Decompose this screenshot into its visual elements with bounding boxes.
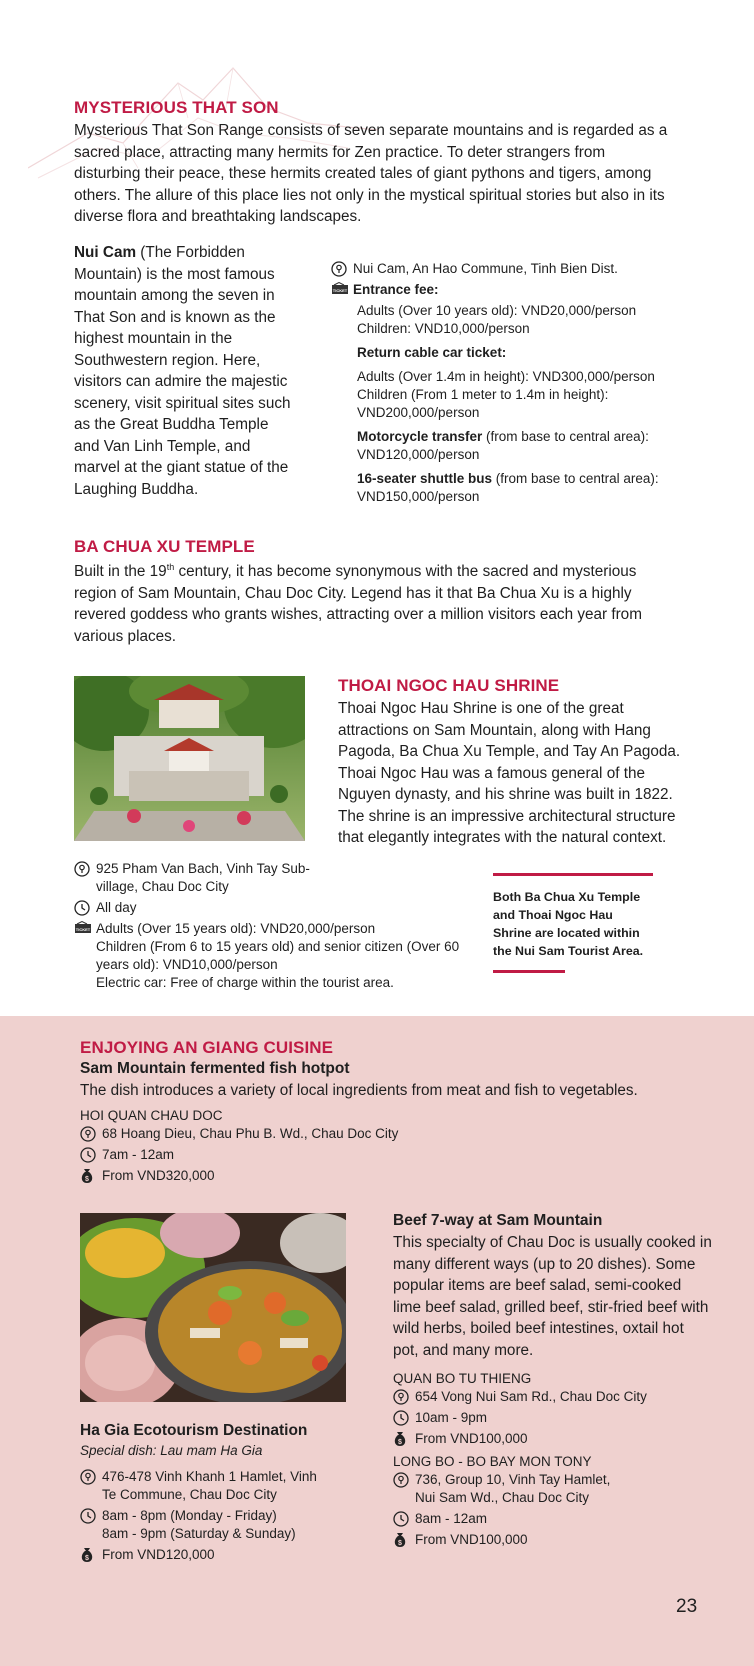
place1-name: QUAN BO TU THIENG (393, 1371, 532, 1386)
fee-adults: Adults (Over 15 years old): VND20,000/person (96, 921, 376, 936)
address-row (80, 1468, 350, 1504)
hours-row (80, 1146, 730, 1164)
section-title: MYSTERIOUS THAT SON (74, 98, 279, 117)
nui-cam-text: (The Forbidden Mountain) is the most famous mountain among the seven in That Son and is known as the highest mountain in the Southwestern region. Here, visitors can admire the majestic scenery, visit spiritual sites such as the Great Buddha Temple and Van Linh Temple, and marvel at the giant statue of the Laughing Buddha. (74, 244, 291, 498)
body-pre: Built in the 19 (74, 563, 167, 581)
hours-text: 7am - 12am (102, 1146, 175, 1162)
hours-text: 10am - 9pm (415, 1410, 488, 1425)
svg-text:$: $ (398, 1439, 402, 1446)
page-number: 23 (676, 1596, 698, 1617)
hours-text: 8am - 12am (415, 1511, 488, 1526)
address-text: 925 Pham Van Bach, Vinh Tay Sub-village, Chau Doc City (96, 861, 310, 894)
svg-text:$: $ (85, 1175, 89, 1183)
location-pin-icon (331, 261, 353, 277)
clock-icon (393, 1511, 415, 1527)
hours-weekday: 8am - 8pm (Monday - Friday) (102, 1508, 277, 1523)
entrance-children: Children: VND10,000/person (357, 321, 530, 336)
place2-name: LONG BO - BO BAY MON TONY (393, 1454, 592, 1469)
address-row (80, 1125, 730, 1143)
price-text: From VND100,000 (415, 1431, 528, 1446)
place1-info (393, 1388, 713, 1448)
beef-7-way-section (393, 1210, 713, 1552)
section-title: BA CHUA XU TEMPLE (74, 537, 255, 556)
place2-info (393, 1471, 713, 1549)
moto-desc: (from base to central area): VND120,000/person (357, 429, 649, 462)
price-row (80, 1167, 730, 1185)
mysterious-that-son-section (74, 98, 674, 228)
cable-car-details (357, 368, 701, 422)
thoai-ngoc-hau-info (74, 860, 474, 995)
hours-row (74, 899, 474, 917)
location-pin-icon (393, 1472, 415, 1488)
note-bottom-line (493, 970, 565, 973)
address-text: 736, Group 10, Vinh Tay Hamlet, Nui Sam Wd., Chau Doc City (415, 1472, 611, 1505)
clock-icon (80, 1508, 102, 1524)
price-row (393, 1531, 713, 1549)
hotpot-description: The dish introduces a variety of local ingredients from meat and fish to vegetables. (80, 1082, 638, 1099)
hours-row (80, 1507, 350, 1543)
hotpot-place-name: HOI QUAN CHAU DOC (80, 1107, 223, 1123)
clock-icon (393, 1410, 415, 1426)
nui-cam-info (331, 260, 701, 510)
moto-label: Motorcycle transfer (357, 429, 483, 444)
location-pin-icon (80, 1126, 102, 1142)
tourist-area-note (493, 873, 653, 973)
hotpot-info (80, 1125, 730, 1185)
beef-description: This specialty of Chau Doc is usually cooked in many different ways (up to 20 dishes). Some popular items are beef salad, semi-cooked lime beef salad, grilled beef, stir-fried beef with wild herbs, boiled beef intestines, oxtail hot pot, and many more. (393, 1234, 712, 1359)
ha-gia-special-dish: Special dish: Lau mam Ha Gia (80, 1443, 263, 1458)
fee-details (96, 920, 474, 992)
address-text: 68 Hoang Dieu, Chau Phu B. Wd., Chau Doc City (102, 1125, 399, 1141)
entrance-adults: Adults (Over 10 years old): VND20,000/person (357, 303, 637, 318)
motorcycle-transfer (357, 428, 701, 464)
entrance-fee-label: Entrance fee: (353, 282, 439, 297)
cable-car-label: Return cable car ticket: (357, 345, 507, 360)
cable-children: Children (From 1 meter to 1.4m in height): VND200,000/person (357, 387, 609, 420)
hours-row (393, 1510, 713, 1528)
location-pin-icon (393, 1389, 415, 1405)
nui-cam-name: Nui Cam (74, 244, 137, 261)
thoai-ngoc-hau-section (338, 676, 698, 849)
svg-text:$: $ (85, 1555, 89, 1562)
body-post: century, it has become synonymous with the sacred and mysterious region of Sam Mountain, Chau Doc City. Legend has it that Ba Chua Xu is a highly revered goddess who grants wishes, attracting over a million visitors each year from various places. (74, 563, 642, 645)
section-title: THOAI NGOC HAU SHRINE (338, 676, 560, 695)
address-row (393, 1388, 713, 1406)
ticket-icon-text: TICKET (75, 927, 91, 932)
ha-gia-title: Ha Gia Ecotourism Destination (80, 1422, 308, 1439)
thoai-ngoc-hau-shrine-photo (74, 676, 305, 841)
fermented-fish-hotpot-photo (80, 1213, 346, 1402)
section-body: Mysterious That Son Range consists of seven separate mountains and is regarded as a sacred place, attracting many hermits for Zen practice. To deter strangers from disturbing their peace, these hermits created tales of giant pythons and tigers, among others. The allure of this place lies not only in the mystical spiritual stories but also in its diverse flora and breathtaking landscapes. (74, 122, 668, 225)
address-row (331, 260, 701, 278)
money-bag-icon (393, 1532, 415, 1548)
fee-row (74, 920, 474, 992)
ba-chua-xu-section (74, 537, 674, 647)
address-text: Nui Cam, An Hao Commune, Tinh Bien Dist. (353, 261, 618, 276)
price-row (80, 1546, 350, 1564)
address-row (74, 860, 474, 896)
location-pin-icon (74, 861, 96, 877)
ha-gia-info (80, 1468, 350, 1564)
entrance-fee-details (357, 302, 701, 338)
bus-label: 16-seater shuttle bus (357, 471, 493, 486)
nui-cam-description (74, 242, 294, 500)
money-bag-icon (393, 1431, 415, 1447)
address-text: 476-478 Vinh Khanh 1 Hamlet, Vinh Te Commune, Chau Doc City (102, 1469, 317, 1502)
cuisine-section (80, 1038, 730, 1188)
hours-weekend: 8am - 9pm (Saturday & Sunday) (102, 1526, 296, 1541)
body-sup: th (166, 562, 175, 572)
price-text: From VND320,000 (102, 1167, 215, 1183)
bus-desc: (from base to central area): VND150,000/person (357, 471, 659, 504)
section-title: ENJOYING AN GIANG CUISINE (80, 1038, 334, 1057)
electric-car: Electric car: Free of charge within the tourist area. (96, 975, 394, 990)
fee-children: Children (From 6 to 15 years old) and senior citizen (Over 60 years old): VND10,000/person (96, 939, 460, 972)
price-text: From VND100,000 (415, 1532, 528, 1547)
ticket-icon (331, 282, 353, 296)
entrance-fee-row (331, 281, 701, 299)
hours-text (102, 1507, 350, 1543)
address-row (393, 1471, 713, 1507)
ticket-icon (74, 921, 96, 935)
hours-text: All day (96, 900, 137, 915)
address-text: 654 Vong Nui Sam Rd., Chau Doc City (415, 1389, 647, 1404)
hotpot-title: Sam Mountain fermented fish hotpot (80, 1060, 350, 1077)
price-text: From VND120,000 (102, 1547, 215, 1562)
money-bag-icon (80, 1168, 102, 1184)
clock-icon (74, 900, 96, 916)
shuttle-bus (357, 470, 701, 506)
section-body (74, 557, 674, 647)
hours-row (393, 1409, 713, 1427)
note-text: Both Ba Chua Xu Temple and Thoai Ngoc Hau Shrine are located within the Nui Sam Tourist Area. (493, 890, 644, 958)
clock-icon (80, 1147, 102, 1163)
ticket-icon-text: TICKET (332, 288, 348, 293)
money-bag-icon (80, 1547, 102, 1563)
beef-title: Beef 7-way at Sam Mountain (393, 1212, 603, 1229)
cable-adults: Adults (Over 1.4m in height): VND300,000/person (357, 369, 655, 384)
svg-text:$: $ (398, 1540, 402, 1547)
ha-gia-section (80, 1420, 350, 1567)
price-row (393, 1430, 713, 1448)
section-body: Thoai Ngoc Hau Shrine is one of the great attractions on Sam Mountain, along with Hang Pagoda, Ba Chua Xu Temple, and Tay An Pagoda. Thoai Ngoc Hau was a famous general of the Nguyen dynasty, and his shrine was built in 1822. The shrine is an impressive architectural structure that elegantly integrates with the natural context. (338, 700, 681, 846)
location-pin-icon (80, 1469, 102, 1485)
